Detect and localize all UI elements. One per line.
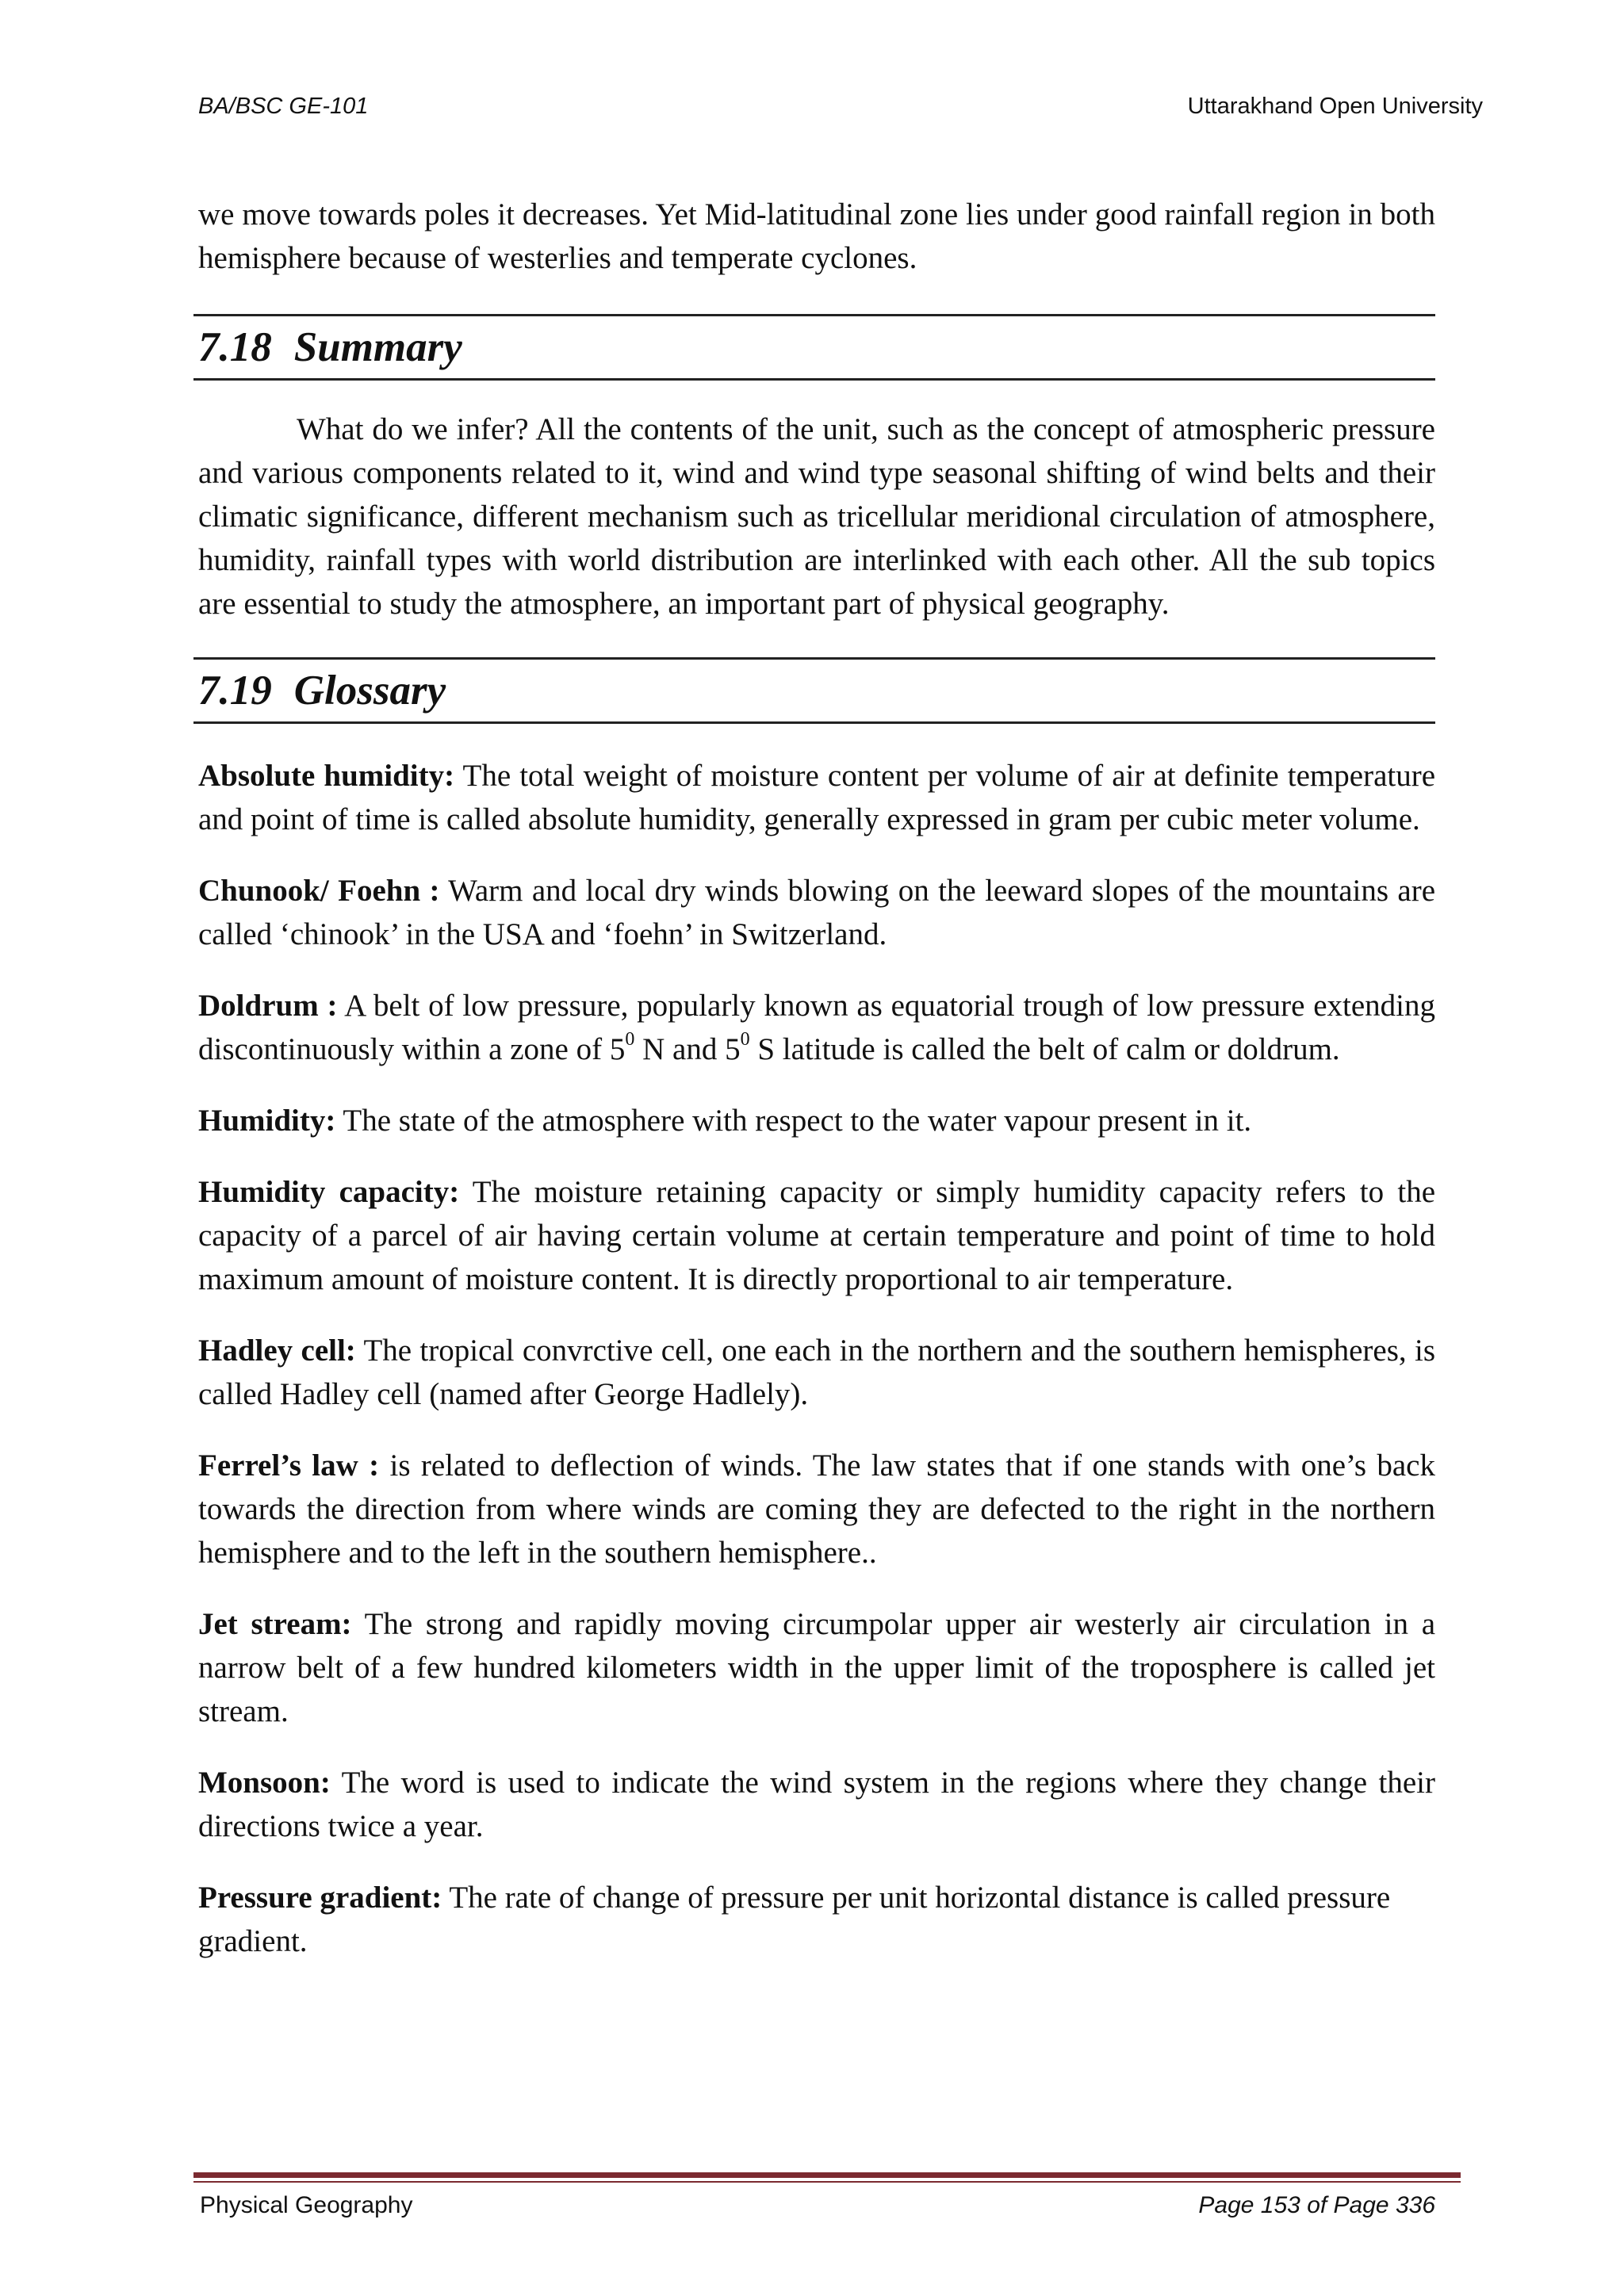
summary-number: 7.18 [198,324,272,370]
glossary-number: 7.19 [198,668,272,714]
glossary-definition-part: A belt of low pressure, popularly known as equatorial trough of low pressure extending discontinuously within a zone of 5 [198,989,1435,1066]
glossary-entry-absolute-humidity [198,754,1435,841]
glossary-term: Pressure gradient: [198,1881,442,1915]
glossary-definition: The state of the atmosphere with respect to the water vapour present in it. [343,1104,1252,1138]
glossary-entry-monsoon [198,1761,1435,1848]
glossary-entry-chinook-foehn [198,869,1435,956]
glossary-entry-humidity [198,1099,1435,1142]
summary-heading [193,314,1435,381]
glossary-term: Chunook/ Foehn : [198,874,440,908]
glossary-entry-hadley-cell [198,1329,1435,1416]
glossary-entry-doldrum [198,984,1435,1071]
glossary-entry-humidity-capacity [198,1170,1435,1301]
page-number: Page 153 of Page 336 [1198,2192,1435,2218]
glossary-term: Monsoon: [198,1766,331,1800]
glossary-definition: is related to deflection of winds. The law states that if one stands with one’s back towards the direction from where winds are coming they are defected to the right in the northern hemisphere and to the left in the southern hemisphere.. [198,1448,1435,1570]
glossary-definition: Warm and local dry winds blowing on the leeward slopes of the mountains are called ‘chinook’ in the USA and ‘foehn’ in Switzerland. [198,874,1436,951]
glossary-term: Humidity capacity: [198,1175,460,1209]
glossary-title [198,666,446,715]
glossary-term: Doldrum : [198,989,338,1023]
glossary-list [198,754,1435,1963]
glossary-definition: The moisture retaining capacity or simply humidity capacity refers to the capacity of a parcel of air having certain volume at certain temperature and point of time to hold maximum amount of moisture content. It is directly proportional to air temperature. [198,1175,1436,1296]
glossary-definition: The strong and rapidly moving circumpolar upper air westerly air circulation in a narrow belt of a few hundred kilometers width in the upper limit of the troposphere is called jet stream. [198,1607,1436,1728]
summary-section [198,408,1435,626]
running-header [198,94,1483,132]
glossary-term: Jet stream: [198,1607,352,1641]
glossary-definition: The rate of change of pressure per unit horizontal distance is called pressure gradient. [198,1881,1391,1958]
footer-rule [193,2172,1461,2178]
glossary-definition: The tropical convrctive cell, one each in the northern and the southern hemispheres, is called Hadley cell (named after George Hadlely). [198,1334,1435,1411]
intro-paragraph: we move towards poles it decreases. Yet Mid-latitudinal zone lies under good rainfall region in both hemisphere because of westerlies and temperate cyclones. [198,197,1435,275]
glossary-term: Hadley cell: [198,1334,356,1368]
running-footer [193,2172,1461,2227]
glossary-definition-part: N and 5 [634,1032,741,1066]
degree-superscript: 0 [625,1029,635,1050]
summary-title [198,323,462,372]
glossary-term: Ferrel’s law : [198,1448,380,1483]
summary-paragraph: What do we infer? All the contents of the unit, such as the concept of atmospheric pressure and various components related to it, wind and wind type seasonal shifting of wind belts and their climatic significance, different mechanism such as tricellular meridional circulation of atmosphere, humidity, rainfall types with world distribution are interlinked with each other. All the sub topics are essential to study the atmosphere, an important part of physical geography. [198,412,1435,621]
course-code: BA/BSC GE-101 [198,94,369,119]
glossary-term: Humidity: [198,1104,336,1138]
glossary-term: Absolute humidity: [198,759,455,793]
glossary-entry-ferrels-law [198,1444,1435,1575]
glossary-definition: The total weight of moisture content per volume of air at definite temperature and point of time is called absolute humidity, generally expressed in gram per cubic meter volume. [198,759,1436,836]
glossary-heading [193,657,1435,724]
degree-superscript: 0 [740,1029,750,1050]
glossary-entry-jet-stream [198,1602,1435,1733]
glossary-entry-pressure-gradient [198,1876,1435,1963]
glossary-definition: The word is used to indicate the wind system in the regions where they change their directions twice a year. [198,1766,1435,1843]
university-name: Uttarakhand Open University [1187,94,1483,119]
glossary-title-text: Glossary [293,668,446,714]
footer-rule-thin [193,2181,1461,2183]
footer-text [193,2192,1461,2227]
footer-subject: Physical Geography [200,2192,413,2218]
glossary-definition-part: S latitude is called the belt of calm or doldrum. [749,1032,1340,1066]
summary-title-text: Summary [293,324,462,370]
page-content [198,193,1435,1991]
